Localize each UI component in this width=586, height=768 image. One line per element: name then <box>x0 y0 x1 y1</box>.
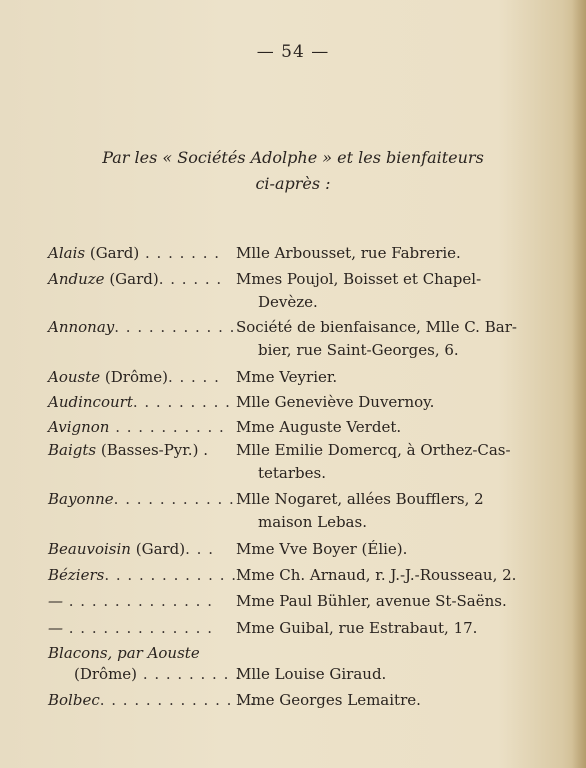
list-item <box>48 268 553 311</box>
list-item <box>48 590 553 612</box>
benefactor-name: Mlle Arbousset, rue Fabrerie. <box>236 244 461 262</box>
place-name: Anduze (Gard). . . . . . <box>48 270 223 288</box>
list-item <box>48 416 553 438</box>
benefactor-name: Mlle Geneviève Duvernoy. <box>236 393 435 411</box>
list-item <box>48 538 553 560</box>
list-item <box>48 642 553 664</box>
place-name: Baigts (Basses-Pyr.) . <box>48 441 208 459</box>
list-item <box>48 366 553 388</box>
benefactor-name: Mme Georges Lemaitre. <box>236 691 421 709</box>
benefactor-name: Mme Paul Bühler, avenue St-Saëns. <box>236 592 507 610</box>
list-item <box>48 663 553 685</box>
place-name: — . . . . . . . . . . . . . <box>48 592 213 610</box>
benefactor-name: Mme Veyrier. <box>236 368 338 386</box>
intro-line-2: ci-après : <box>255 174 331 193</box>
page-number: — 54 — <box>256 42 330 62</box>
benefactor-name: Mme Auguste Verdet. <box>236 418 402 436</box>
benefactor-name: Mme Vve Boyer (Élie). <box>236 540 408 558</box>
list-item <box>48 689 553 711</box>
place-name: (Drôme) . . . . . . . . . <box>74 665 241 683</box>
place-name: Bayonne. . . . . . . . . . . <box>48 490 235 508</box>
place-name: Annonay. . . . . . . . . . . <box>48 318 236 336</box>
place-name: Aouste (Drôme). . . . . <box>48 368 220 386</box>
list-item <box>48 316 553 359</box>
intro-line-1: Par les « Sociétés Adolphe » et les bienfaiteurs <box>102 148 484 167</box>
place-name: Bolbec. . . . . . . . . . . . . . <box>48 691 256 709</box>
benefactor-name: Mlle Louise Giraud. <box>236 665 387 683</box>
place-name: Avignon . . . . . . . . . . <box>48 418 225 436</box>
list-item <box>48 391 553 413</box>
benefactor-name: Mlle Emilie Domercq, à Orthez-Cas- tetarbes. <box>236 441 511 482</box>
benefactor-name: Mmes Poujol, Boisset et Chapel- Devèze. <box>236 270 482 311</box>
benefactor-name: Société de bienfaisance, Mlle C. Bar- bier, rue Saint-Georges, 6. <box>236 318 517 359</box>
list-item <box>48 617 553 639</box>
list-item <box>48 439 553 482</box>
benefactor-name: Mme Ch. Arnaud, r. J.-J.-Rousseau, 2. <box>236 566 517 584</box>
list-item <box>48 242 553 264</box>
place-name: Béziers. . . . . . . . . . . . . <box>48 566 249 584</box>
benefactor-name: Mme Guibal, rue Estrabaut, 17. <box>236 619 478 637</box>
place-name: Beauvoisin (Gard). . . <box>48 540 214 558</box>
place-name: Alais (Gard) . . . . . . . <box>48 244 221 262</box>
place-name: Audincourt. . . . . . . . . <box>48 393 231 411</box>
place-name: Blacons, par Aouste <box>48 644 200 662</box>
list-item <box>48 488 553 531</box>
place-name: — . . . . . . . . . . . . . <box>48 619 213 637</box>
benefactor-name: Mlle Nogaret, allées Boufflers, 2 maison Lebas. <box>236 490 484 531</box>
list-item <box>48 564 553 586</box>
